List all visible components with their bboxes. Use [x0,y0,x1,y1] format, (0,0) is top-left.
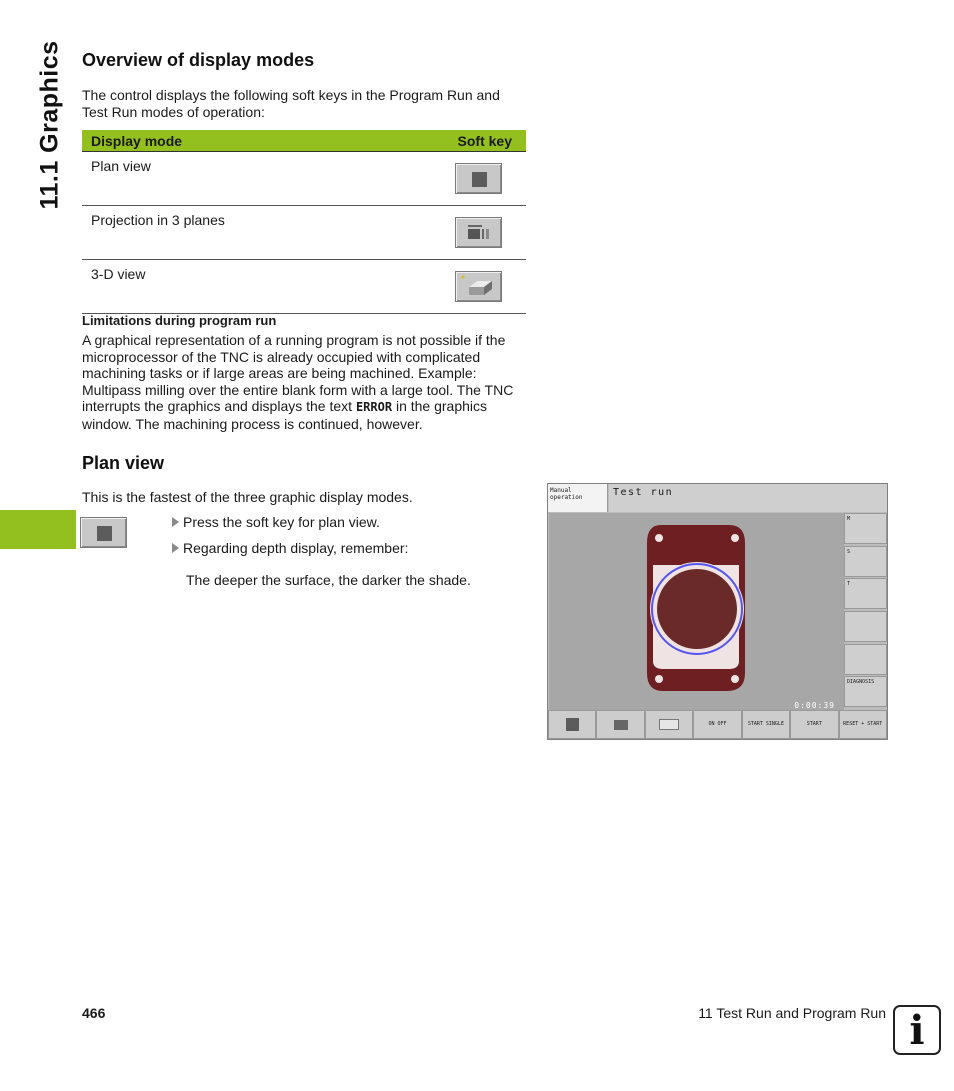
plan-view-softkey-icon[interactable] [455,163,502,194]
bullet-arrow-icon [172,517,179,527]
side-softkey-empty[interactable] [844,611,887,642]
side-softkey-empty[interactable] [844,644,887,675]
bottom-softkey-reset-start[interactable]: RESET + START [839,710,887,739]
side-softkey-diagnosis[interactable]: DIAGNOSIS [844,676,887,707]
overview-intro: The control displays the following soft keys in the Program Run and Test Run modes of operation: [82,87,500,120]
col-soft-key: Soft key [376,130,526,152]
section-marker [0,510,76,549]
chapter-tab-label: 11.1 Graphics [35,40,64,210]
error-word: ERROR [355,400,393,414]
mode-cell: Plan view [82,152,376,206]
col-display-mode: Display mode [82,130,376,152]
bottom-softkey-on-off[interactable]: ON OFF [693,710,741,739]
bottom-softkey-three-planes[interactable] [596,710,644,739]
tnc-title: Test run [609,484,887,512]
chapter-tab [30,30,70,220]
footer-chapter-title: 11 Test Run and Program Run [698,1005,886,1021]
limitations-heading: Limitations during program run [82,313,277,328]
tnc-screen-screenshot [547,483,888,740]
depth-note: The deeper the surface, the darker the shade. [186,572,471,588]
table-row [82,206,526,260]
plan-view-intro: This is the fastest of the three graphic display modes. [82,489,413,505]
display-modes-table [82,130,526,314]
side-softkey-s[interactable]: S [844,546,887,577]
bottom-softkey-plan-view[interactable] [548,710,596,739]
table-row [82,260,526,314]
table-row [82,152,526,206]
bullet-arrow-icon [172,543,179,553]
mode-cell: Projection in 3 planes [82,206,376,260]
tnc-mode-label: Manual operation [548,484,608,512]
step-press-softkey: Press the soft key for plan view. [172,514,380,530]
plan-view-softkey-icon[interactable] [80,517,127,548]
tnc-bottom-softkeys [548,710,887,739]
bottom-softkey-start-single[interactable]: START SINGLE [742,710,790,739]
step-depth-display: Regarding depth display, remember: [172,540,408,556]
section-heading-plan-view: Plan view [82,453,165,473]
tnc-side-softkeys [844,513,887,711]
bottom-softkey-3d-view[interactable] [645,710,693,739]
side-softkey-m[interactable]: M [844,513,887,544]
page-number: 466 [82,1005,106,1021]
bottom-softkey-start[interactable]: START [790,710,838,739]
info-icon: i [893,1005,941,1055]
section-heading-overview: Overview of display modes [82,50,315,70]
tnc-timer: 0:00:39 [794,701,835,710]
graphics-window [549,513,844,711]
side-softkey-t[interactable]: T [844,578,887,609]
limitations-text: A graphical representation of a running program is not possible if the microprocessor of the TNC is already occupied with complicated machining tasks or if large areas are being machined. Example: Multipass milling over the entire blank form with a large tool. The TNC interrupts the graphics and displays the text ERROR in the graphics window. The machining process is continued, however. [82,332,514,432]
mode-cell: 3-D view [82,260,376,314]
three-planes-softkey-icon[interactable] [455,217,502,248]
3d-view-softkey-icon[interactable] [455,271,502,302]
